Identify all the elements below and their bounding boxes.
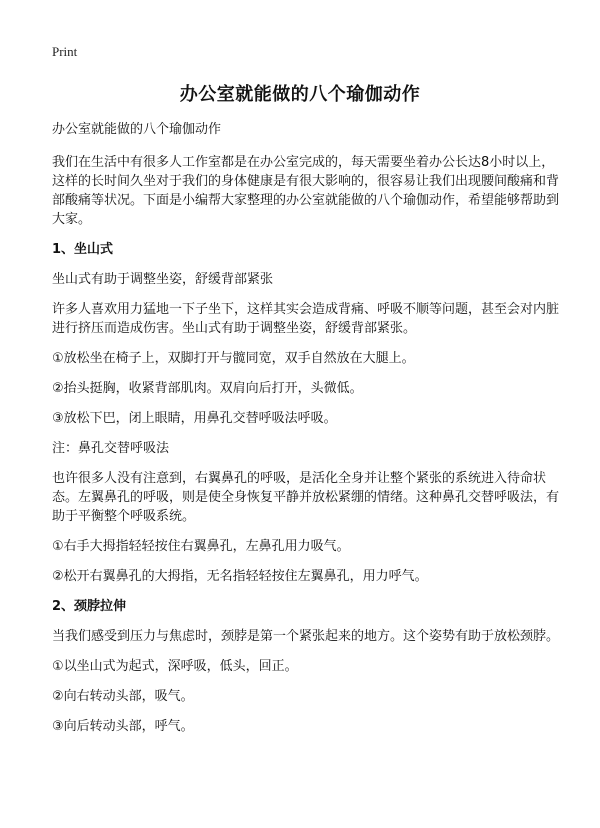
article-body [52, 120, 560, 747]
section-1-step-2: ②抬头挺胸，收紧背部肌肉。双肩向后打开，头微低。 [52, 381, 363, 396]
section-heading-1: 1、坐山式 [52, 242, 114, 257]
section-1-step-3: ③放松下巴，闭上眼睛，用鼻孔交替呼吸法呼吸。 [52, 411, 337, 426]
print-link[interactable]: Print [52, 44, 78, 59]
note-description: 也许很多人没有注意到，右翼鼻孔的呼吸，是活化全身并让整个紧张的系统进入待命状态。左翼鼻孔的呼吸，则是使全身恢复平静并放松紧绷的情绪。这种鼻孔交替呼吸法，有助于平衡整个呼吸系统。 [52, 471, 560, 524]
intro-paragraph: 我们在生活中有很多人工作室都是在办公室完成的，每天需要坐着办公长达8小时以上，这样的长时间久坐对于我们的身体健康是有很大影响的，很容易让我们出现腰间酸痛和背部酸痛等状况。下面是小编帮大家整理的办公室就能做的八个瑜伽动作，希望能够帮助到大家。 [52, 155, 560, 227]
section-1-lead: 坐山式有助于调整坐姿，舒缓背部紧张 [52, 272, 274, 287]
note-step-2: ②松开右翼鼻孔的大拇指，无名指轻轻按住左翼鼻孔，用力呼气。 [52, 569, 428, 584]
section-2-description: 当我们感受到压力与焦虑时，颈脖是第一个紧张起来的地方。这个姿势有助于放松颈脖。 [52, 629, 560, 644]
section-2-step-1: ①以坐山式为起式，深呼吸，低头，回正。 [52, 659, 298, 674]
article-subtitle: 办公室就能做的八个瑜伽动作 [52, 122, 222, 137]
section-2-step-2: ②向右转动头部，吸气。 [52, 689, 194, 704]
section-1-step-1: ①放松坐在椅子上，双脚打开与髋同宽，双手自然放在大腿上。 [52, 351, 415, 366]
page-title: 办公室就能做的八个瑜伽动作 [179, 84, 421, 105]
note-title: 注：鼻孔交替呼吸法 [52, 441, 170, 456]
section-1-description: 许多人喜欢用力猛地一下子坐下，这样其实会造成背痛、呼吸不顺等问题，甚至会对内脏进行挤压而造成伤害。坐山式有助于调整坐姿，舒缓背部紧张。 [52, 302, 560, 336]
note-step-1: ①右手大拇指轻轻按住右翼鼻孔，左鼻孔用力吸气。 [52, 539, 350, 554]
section-2-step-3: ③向后转动头部，呼气。 [52, 719, 194, 734]
section-heading-2: 2、颈脖拉伸 [52, 599, 127, 614]
